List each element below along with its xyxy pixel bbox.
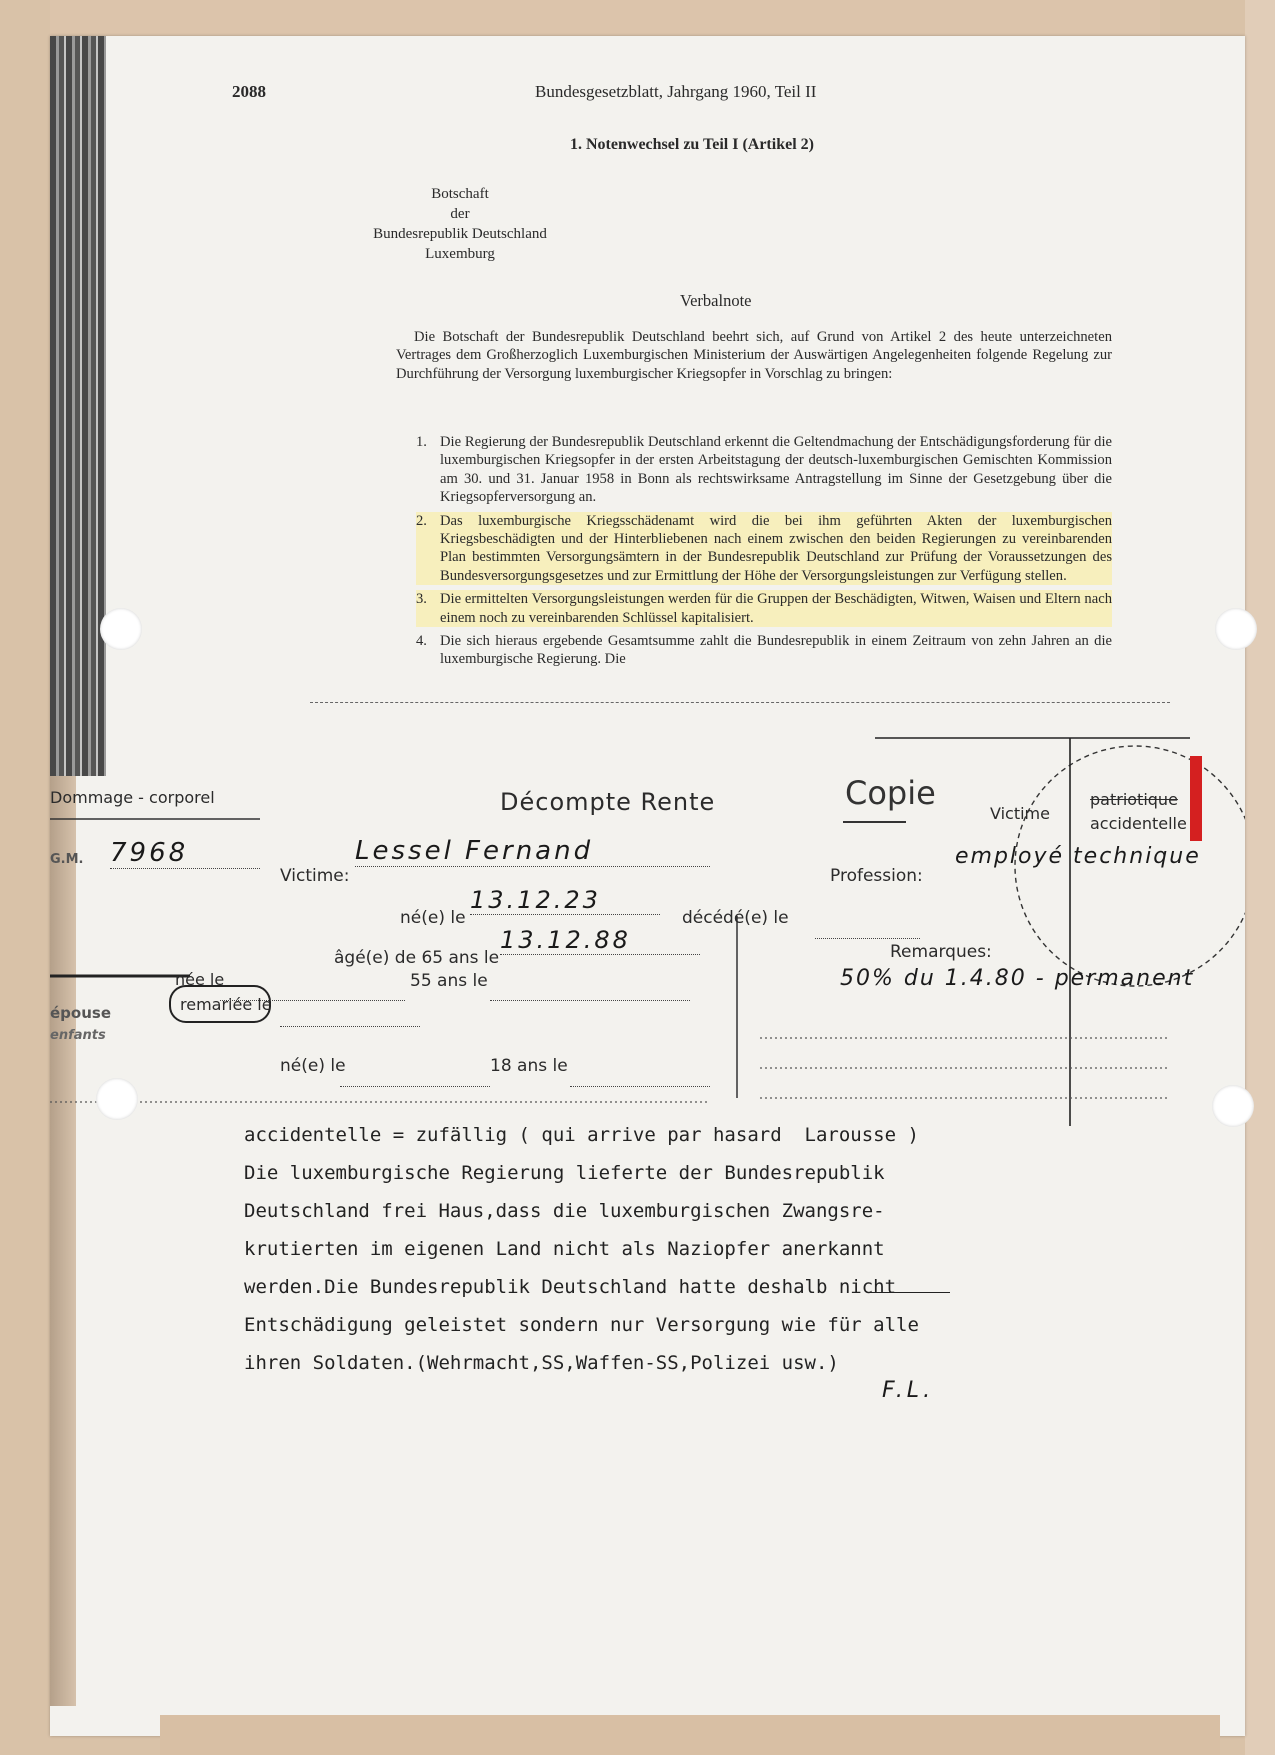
- item-number: 2.: [416, 512, 427, 529]
- annotation-line: krutierten im eigenen Land nicht als Naziopfer anerkannt: [244, 1238, 885, 1260]
- form-title: Décompte Rente: [500, 788, 716, 816]
- right-tape-strip: [1245, 0, 1275, 1755]
- item-text: Die sich hieraus ergebende Gesamtsumme zahlt die Bundesrepublik in einem Zeitraum von zehn Jahren an die luxemburgische Regierung. Die: [440, 633, 1112, 668]
- child-born-field: [340, 1072, 490, 1091]
- spouse-remarried-label: remariée le: [180, 995, 272, 1014]
- sender-line: der: [450, 206, 470, 222]
- nicht-underline: [870, 1292, 950, 1293]
- page-number: 2088: [232, 82, 266, 101]
- born-label: né(e) le: [400, 908, 466, 928]
- sender-line: Botschaft: [431, 186, 489, 202]
- profession-value: employé technique: [955, 844, 1201, 869]
- victim-name: [355, 836, 710, 867]
- initials: F.L.: [882, 1378, 935, 1403]
- age18-field: [570, 1072, 710, 1091]
- remarks-value: 50% du 1.4.80 - permanent: [840, 966, 1195, 991]
- intro-paragraph: Die Botschaft der Bundesrepublik Deutschland beehrt sich, auf Grund von Artikel 2 des heute unterzeichneten Vertrages dem Großherzoglich Luxemburgischen Ministerium der Auswärtigen Angelegenheiten folgende Regelung zur Durchführung der Versorgung luxemburgischer Kriegsopfer in Vorschlag zu bringen:: [396, 329, 1112, 382]
- remarks-label: Remarques:: [890, 942, 992, 962]
- spouse-remarried-field: [280, 1012, 420, 1031]
- age18-label: 18 ans le: [490, 1056, 568, 1076]
- copy-stamp: Copie: [845, 774, 936, 812]
- profession-label: Profession:: [830, 866, 923, 886]
- document-sheet: [50, 36, 1245, 1736]
- age65-label: âgé(e) de 65 ans le: [334, 948, 500, 968]
- red-mark: [1190, 756, 1202, 841]
- victim-label: Victime:: [280, 866, 350, 886]
- file-prefix: G.M.: [50, 852, 84, 867]
- item-number: 4.: [416, 633, 427, 650]
- sender-line: Bundesrepublik Deutschland: [373, 226, 547, 242]
- annotation-line: werden.Die Bundesrepublik Deutschland hatte deshalb nicht: [244, 1276, 897, 1298]
- victim-type-value: accidentelle: [1090, 814, 1187, 833]
- born-date-value: 13.12.23: [470, 886, 660, 915]
- punch-hole: [100, 608, 142, 650]
- age65-date: [500, 926, 700, 955]
- child-born-label: né(e) le: [280, 1056, 346, 1076]
- annotation-line: Die luxemburgische Regierung lieferte der Bundesrepublik: [244, 1162, 885, 1184]
- item-text: Die Regierung der Bundesrepublik Deutschland erkennt die Geltendmachung der Entschädigungsforderung für die luxemburgischen Kriegsopfer in der ersten Arbeitstagung der deutsch-luxemburgischen Gemischten Kommission am 30. und 31. Januar 1958 in Bonn als rechtswirksame Antragstellung im Sinne der Gesetzgebung über die Kriegsopferversorgung an.: [440, 434, 1112, 506]
- annotation-line: ihren Soldaten.(Wehrmacht,SS,Waffen-SS,Polizei usw.): [244, 1352, 839, 1374]
- annotation-line: Deutschland frei Haus,dass die luxemburgischen Zwangsre-: [244, 1200, 885, 1222]
- gazette-header: Bundesgesetzblatt, Jahrgang 1960, Teil II: [535, 82, 817, 101]
- born-date: [470, 886, 660, 915]
- note-title: Verbalnote: [680, 291, 752, 310]
- victim-type-label: Victime: [990, 804, 1050, 823]
- file-number: [110, 838, 260, 869]
- children-label: enfants: [50, 1028, 106, 1043]
- sender-line: Luxemburg: [425, 246, 495, 262]
- victim-name-value: Lessel Fernand: [355, 836, 710, 867]
- section-title: 1. Notenwechsel zu Teil I (Artikel 2): [570, 136, 814, 153]
- item-text: Das luxemburgische Kriegsschädenamt wird die bei ihm geführten Akten der luxemburgischen Kriegsbeschädigten und der Hinterbliebenen nach einem zwischen den beiden Regierungen zu vereinbarenden Plan bestimmten Versorgungsämtern in der Bundesrepublik Deutschland zur Prüfung der Voraussetzungen des Bundesversorgungsgesetzes und zur Ermittlung der Höhe der Versorgungsleistungen zur Verfügung stellen.: [440, 512, 1112, 584]
- age55-label: 55 ans le: [410, 971, 488, 991]
- typed-annotation: [244, 1116, 919, 1382]
- item-number: 1.: [416, 434, 427, 450]
- age65-date-value: 13.12.88: [500, 926, 700, 955]
- annotation-line: accidentelle = zufällig ( qui arrive par hasard Larousse ): [244, 1124, 919, 1146]
- died-label: décédé(e) le: [682, 908, 789, 928]
- item-text: Die ermittelten Versorgungsleistungen werden für die Gruppen der Beschädigten, Witwen, Waisen und Eltern nach einem noch zu vereinbarenden Schlüssel kapitalisiert.: [440, 591, 1112, 626]
- bottom-tape-strip: [160, 1715, 1220, 1755]
- victim-type-struck: patriotique: [1090, 790, 1178, 809]
- file-number-value: 7968: [110, 838, 260, 869]
- annotation-line: Entschädigung geleistet sondern nur Versorgung wie für alle: [244, 1314, 919, 1336]
- age55-field: [490, 986, 690, 1005]
- died-field: [815, 924, 920, 943]
- punch-hole: [1212, 1085, 1254, 1127]
- category-label: Dommage - corporel: [50, 788, 215, 807]
- item-number: 3.: [416, 591, 427, 608]
- spouse-born-label: née le: [175, 970, 225, 989]
- punch-hole: [96, 1078, 138, 1120]
- spouse-label: épouse: [50, 1004, 111, 1022]
- punch-hole: [1215, 608, 1257, 650]
